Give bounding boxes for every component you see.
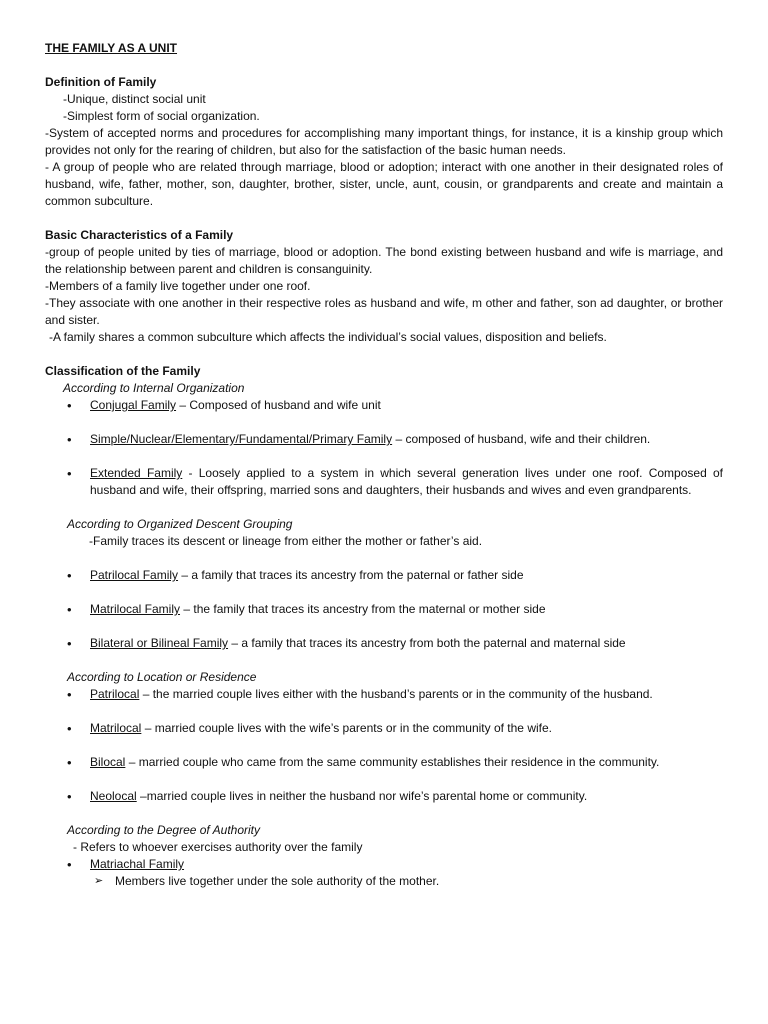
bullet-dot-icon: •	[67, 466, 72, 481]
characteristics-line: -A family shares a common subculture which affects the individual’s social values, disposition and beliefs.	[49, 330, 607, 344]
residence-subheading: According to Location or Residence	[67, 670, 257, 684]
bullet-dot-icon: •	[67, 398, 72, 413]
list-item: • Patrilocal Family – a family that traces its ancestry from the paternal or father side	[67, 568, 524, 583]
definition-line: -Simplest form of social organization.	[63, 109, 260, 123]
descent-subheading: According to Organized Descent Grouping	[67, 517, 293, 531]
characteristics-paragraph: -group of people united by ties of marriage, blood or adoption. The bond existing between husband and wife is marriage, and the relationship between parent and children is consanguinity.	[45, 245, 723, 276]
list-item: • Bilateral or Bilineal Family – a family that traces its ancestry from both the paternal and maternal side	[67, 636, 626, 651]
authority-subheading: According to the Degree of Authority	[67, 823, 260, 837]
list-item: • Matriachal Family	[67, 857, 185, 872]
characteristics-paragraph: -They associate with one another in their respective roles as husband and wife, m other and father, son ad daughter, or brother and sister.	[45, 296, 723, 327]
characteristics-heading: Basic Characteristics of a Family	[45, 228, 234, 242]
bullet-dot-icon: •	[67, 857, 72, 872]
bullet-dot-icon: •	[67, 721, 72, 736]
list-item: • Bilocal – married couple who came from the same community establishes their residence in the community.	[67, 755, 660, 770]
definition-heading: Definition of Family	[45, 75, 157, 89]
list-item: • Conjugal Family – Composed of husband and wife unit	[67, 398, 381, 413]
list-item: • Neolocal –married couple lives in neither the husband nor wife’s parental home or community.	[67, 789, 588, 804]
sub-list-item: ➢ Members live together under the sole authority of the mother.	[94, 874, 440, 888]
classification-heading: Classification of the Family	[45, 364, 201, 378]
bullet-dot-icon: •	[67, 789, 72, 804]
descent-intro: -Family traces its descent or lineage from either the mother or father’s aid.	[89, 534, 483, 548]
document-title: THE FAMILY AS A UNIT	[45, 41, 178, 55]
internal-organization-subheading: According to Internal Organization	[63, 381, 245, 395]
bullet-dot-icon: •	[67, 568, 72, 583]
definition-line: -Unique, distinct social unit	[63, 92, 206, 106]
bullet-dot-icon: •	[67, 687, 72, 702]
list-item: • Matrilocal Family – the family that traces its ancestry from the maternal or mother side	[67, 602, 546, 617]
bullet-dot-icon: •	[67, 602, 72, 617]
definition-paragraph: -System of accepted norms and procedures for accomplishing many important things, for instance, it is a kinship group which provides not only for the rearing of children, but also for the satisfaction of the basic human needs.	[45, 126, 723, 157]
authority-intro: - Refers to whoever exercises authority over the family	[73, 840, 363, 854]
list-item: • Patrilocal – the married couple lives either with the husband’s parents or in the community of the husband.	[67, 687, 653, 702]
bullet-dot-icon: •	[67, 755, 72, 770]
definition-paragraph: - A group of people who are related through marriage, blood or adoption; interact with one another in their designated roles of husband, wife, father, mother, son, daughter, brother, sister, uncle, aunt, cousin, or grandparents and create and maintain a common subculture.	[45, 160, 723, 208]
document-page	[45, 40, 723, 890]
characteristics-line: -Members of a family live together under one roof.	[45, 279, 311, 293]
list-item: • Simple/Nuclear/Elementary/Fundamental/Primary Family – composed of husband, wife and their children.	[67, 432, 651, 447]
list-item: • Extended Family - Loosely applied to a system in which several generation lives under one roof. Composed of husband and wife, their offspring, married sons and daughters, their husbands and wives and even grandparents.	[67, 466, 723, 497]
bullet-dot-icon: •	[67, 636, 72, 651]
arrow-bullet-icon: ➢	[94, 875, 104, 887]
bullet-dot-icon: •	[67, 432, 72, 447]
list-item: • Matrilocal – married couple lives with the wife’s parents or in the community of the wife.	[67, 721, 552, 736]
